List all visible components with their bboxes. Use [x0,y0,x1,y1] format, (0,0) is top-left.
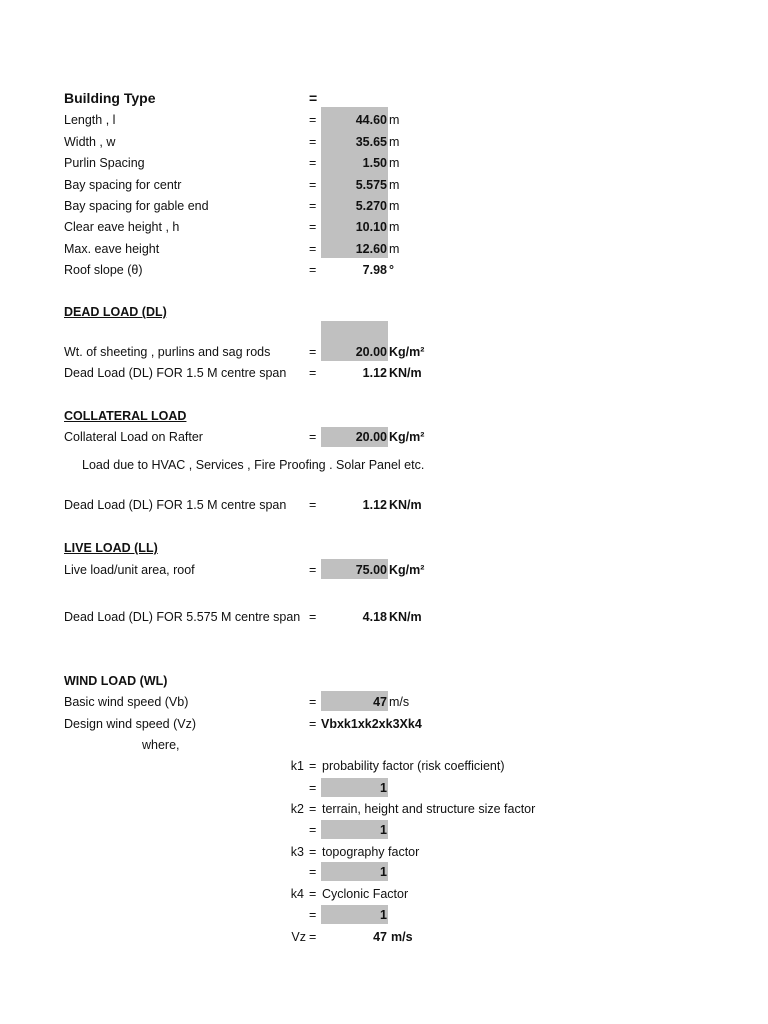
k4-value-eq: = [309,908,317,922]
clear-eave-label: Clear eave height , h [64,220,180,234]
building-type-label: Building Type [64,90,156,106]
purlin-spacing-unit: m [389,156,400,170]
roof-slope-label: Roof slope (θ) [64,263,143,277]
live-load-dl-eq: = [309,610,317,624]
bay-centre-unit: m [389,178,400,192]
live-load-area-eq: = [309,563,317,577]
collateral-heading: COLLATERAL LOAD [64,409,187,423]
vz-eq: = [309,930,317,944]
clear-eave-eq: = [309,220,317,234]
sheeting-eq: = [309,345,317,359]
max-eave-unit: m [389,242,400,256]
bay-gable-eq: = [309,199,317,213]
width-label: Width , w [64,135,116,149]
collateral-dl-value: 1.12 [362,498,387,512]
k3-value[interactable]: 1 [380,865,387,879]
design-wind-label: Design wind speed (Vz) [64,717,197,731]
bay-centre-label: Bay spacing for centr [64,178,182,192]
design-wind-formula: Vbxk1xk2xk3Xk4 [321,717,422,731]
where-text: where, [142,738,180,752]
bay-centre-eq: = [309,178,317,192]
k1-eq: = [309,759,317,773]
k2-eq: = [309,802,317,816]
dead-load-dl-label: Dead Load (DL) FOR 1.5 M centre span [64,366,287,380]
live-load-dl-unit: KN/m [389,610,422,624]
clear-eave-value[interactable]: 10.10 [355,220,387,234]
collateral-rafter-eq: = [309,430,317,444]
k3-key: k3 [290,845,304,859]
basic-wind-eq: = [309,695,317,709]
collateral-rafter-unit: Kg/m² [389,430,425,444]
dead-load-dl-value: 1.12 [362,366,387,380]
live-load-heading: LIVE LOAD (LL) [64,541,158,555]
bay-gable-value[interactable]: 5.270 [355,199,387,213]
length-eq: = [309,113,317,127]
collateral-rafter-value[interactable]: 20.00 [355,430,387,444]
purlin-spacing-value[interactable]: 1.50 [362,156,387,170]
roof-slope-value: 7.98 [362,263,387,277]
width-value[interactable]: 35.65 [355,135,387,149]
basic-wind-unit: m/s [389,695,410,709]
live-load-area-unit: Kg/m² [389,563,425,577]
k2-desc: terrain, height and structure size factor [322,802,536,816]
length-unit: m [389,113,400,127]
collateral-dl-unit: KN/m [389,498,422,512]
max-eave-label: Max. eave height [64,242,160,256]
length-value[interactable]: 44.60 [355,113,387,127]
live-load-dl-value: 4.18 [362,610,387,624]
vz-unit: m/s [391,930,413,944]
dead-load-heading: DEAD LOAD (DL) [64,305,167,319]
k1-key: k1 [290,759,304,773]
live-load-area-value[interactable]: 75.00 [355,563,387,577]
width-unit: m [389,135,400,149]
roof-slope-unit: ° [389,263,394,277]
vz-key: Vz [291,930,306,944]
building-type-eq: = [309,90,318,106]
live-load-area-label: Live load/unit area, roof [64,563,195,577]
k3-desc: topography factor [322,845,420,859]
k4-value[interactable]: 1 [380,908,387,922]
k1-desc: probability factor (risk coefficient) [322,759,505,773]
clear-eave-unit: m [389,220,400,234]
k4-eq: = [309,887,317,901]
k1-value[interactable]: 1 [380,781,387,795]
width-eq: = [309,135,317,149]
k2-key: k2 [290,802,304,816]
k1-value-eq: = [309,781,317,795]
purlin-spacing-eq: = [309,156,317,170]
collateral-dl-label: Dead Load (DL) FOR 1.5 M centre span [64,498,287,512]
bay-gable-label: Bay spacing for gable end [64,199,209,213]
vz-value: 47 [373,930,387,944]
k2-value[interactable]: 1 [380,823,387,837]
k4-desc: Cyclonic Factor [322,887,409,901]
k3-value-eq: = [309,865,317,879]
basic-wind-value[interactable]: 47 [373,695,387,709]
sheeting-label: Wt. of sheeting , purlins and sag rods [64,345,271,359]
sheeting-value[interactable]: 20.00 [355,345,387,359]
bay-gable-unit: m [389,199,400,213]
k4-key: k4 [290,887,304,901]
wind-load-heading: WIND LOAD (WL) [64,674,168,688]
dead-load-dl-unit: KN/m [389,366,422,380]
sheeting-unit: Kg/m² [389,345,425,359]
max-eave-value[interactable]: 12.60 [355,242,387,256]
max-eave-eq: = [309,242,317,256]
live-load-dl-label: Dead Load (DL) FOR 5.575 M centre span [64,610,301,624]
dead-load-dl-eq: = [309,366,317,380]
basic-wind-label: Basic wind speed (Vb) [64,695,189,709]
collateral-dl-eq: = [309,498,317,512]
length-label: Length , l [64,113,116,127]
k3-eq: = [309,845,317,859]
collateral-note: Load due to HVAC , Services , Fire Proofing . Solar Panel etc. [82,458,425,472]
purlin-spacing-label: Purlin Spacing [64,156,145,170]
bay-centre-value[interactable]: 5.575 [355,178,387,192]
design-wind-eq: = [309,717,317,731]
collateral-rafter-label: Collateral Load on Rafter [64,430,203,444]
k2-value-eq: = [309,823,317,837]
roof-slope-eq: = [309,263,317,277]
